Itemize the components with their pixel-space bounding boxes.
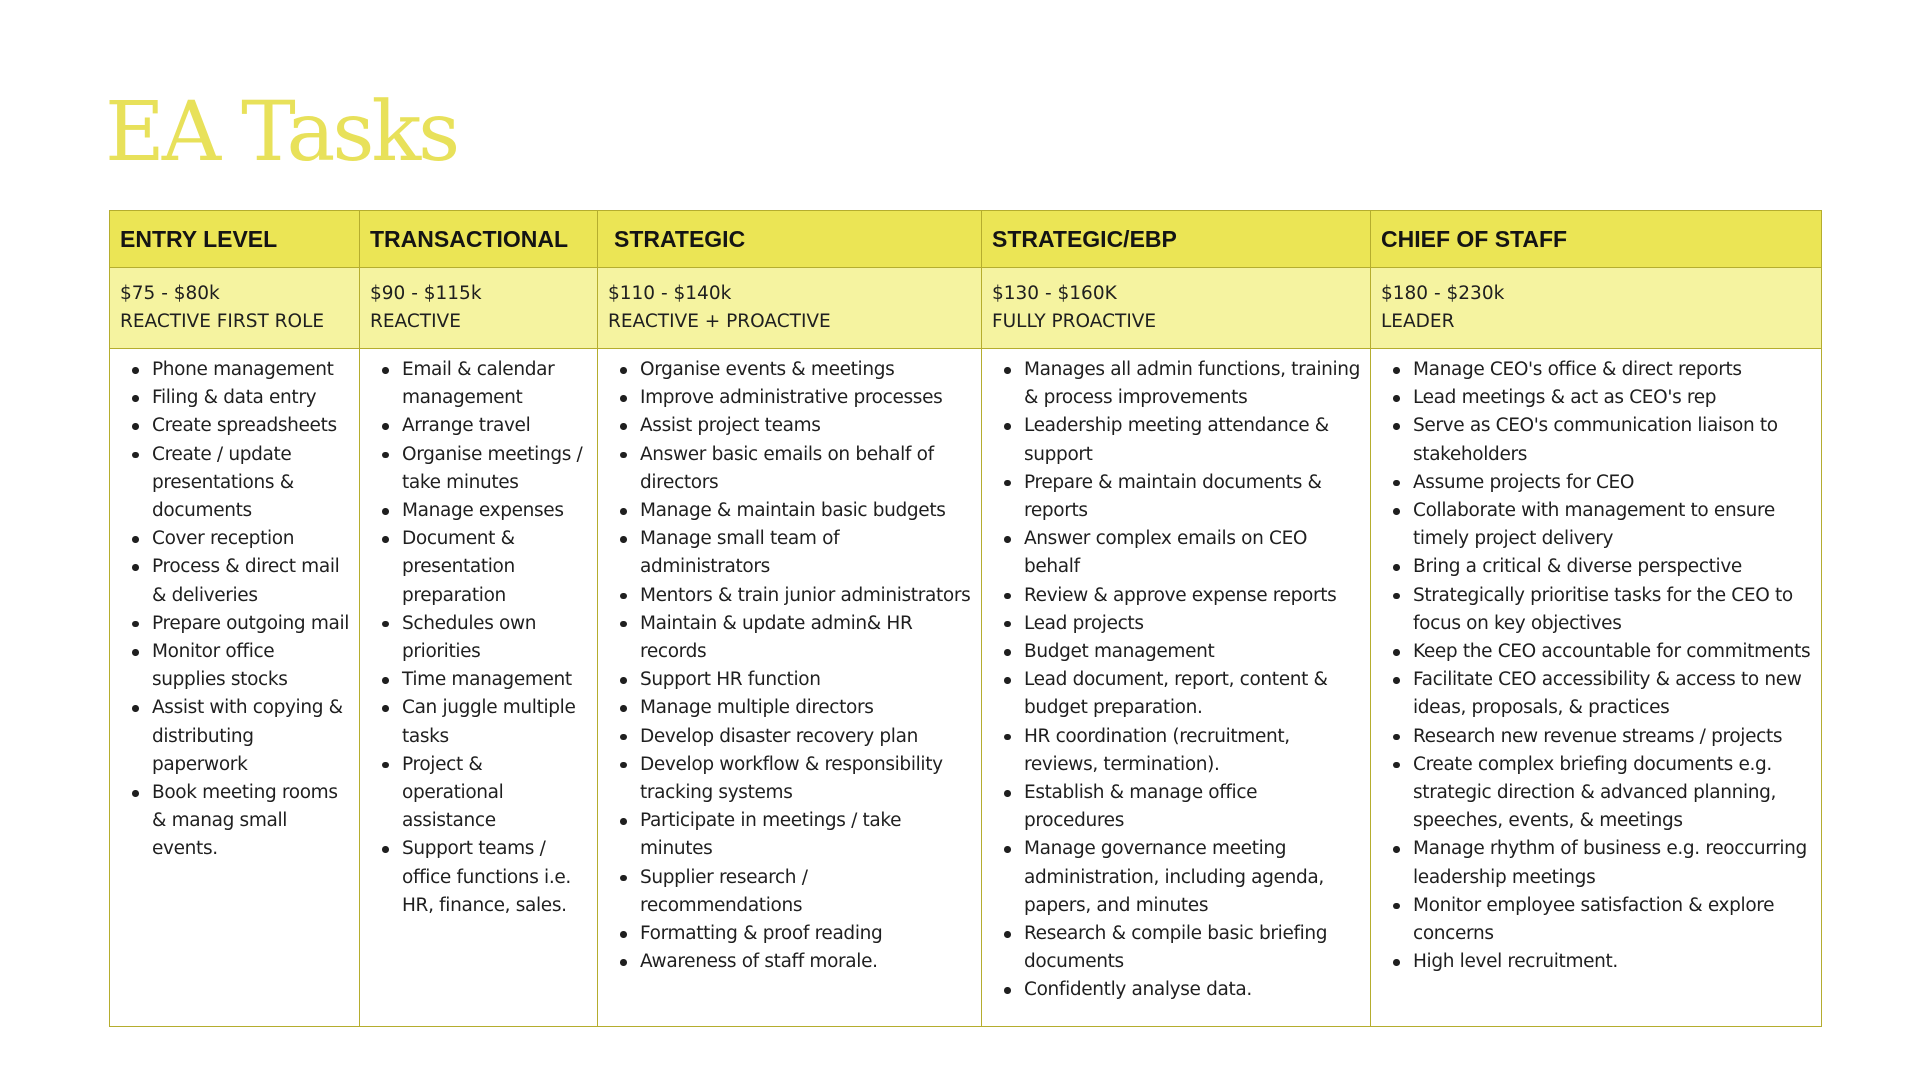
task-item: Strategically prioritise tasks for the CEO to focus on key objectives [1413,582,1813,638]
task-item: Establish & manage office procedures [1024,779,1362,835]
task-item: Review & approve expense reports [1024,582,1362,610]
task-item: Email & calendar management [402,356,589,412]
task-item: Answer basic emails on behalf of directors [640,441,973,497]
salary-cell-chief-of-staff [1371,268,1822,349]
task-item: Book meeting rooms & manag small events. [152,779,351,864]
ea-tasks-table [109,210,1822,1027]
tasks-cell-strategic [598,349,982,1027]
task-item: Support teams / office functions i.e. HR, finance, sales. [402,835,589,920]
work-style: LEADER [1381,311,1455,332]
task-item: Improve administrative processes [640,384,973,412]
task-item: Manage governance meeting administration, including agenda, papers, and minutes [1024,835,1362,920]
task-item: Research & compile basic briefing documents [1024,920,1362,976]
task-item: Lead meetings & act as CEO's rep [1413,384,1813,412]
tasks-cell-entry-level [110,349,360,1027]
task-item: Lead document, report, content & budget preparation. [1024,666,1362,722]
work-style: FULLY PROACTIVE [992,311,1157,332]
salary-cell-strategic [598,268,982,349]
task-item: Collaborate with management to ensure timely project delivery [1413,497,1813,553]
salary-range: $75 - $80k [120,283,220,304]
task-item: Support HR function [640,666,973,694]
work-style: REACTIVE [370,311,461,332]
tasks-cell-chief-of-staff [1371,349,1822,1027]
task-item: Assume projects for CEO [1413,469,1813,497]
task-item: Filing & data entry [152,384,351,412]
task-item: Monitor office supplies stocks [152,638,351,694]
task-item: Formatting & proof reading [640,920,973,948]
task-item: Develop workflow & responsibility tracking systems [640,751,973,807]
salary-range: $110 - $140k [608,283,732,304]
task-item: Keep the CEO accountable for commitments [1413,638,1813,666]
task-item: Manage small team of administrators [640,525,973,581]
work-style: REACTIVE FIRST ROLE [120,311,325,332]
task-item: Arrange travel [402,412,589,440]
task-item: Prepare outgoing mail [152,610,351,638]
work-style: REACTIVE + PROACTIVE [608,311,831,332]
task-item: Organise meetings / take minutes [402,441,589,497]
task-item: Create spreadsheets [152,412,351,440]
task-item: Manage & maintain basic budgets [640,497,973,525]
task-item: Assist with copying & distributing paperwork [152,694,351,779]
task-item: Leadership meeting attendance & support [1024,412,1362,468]
salary-cell-transactional [360,268,598,349]
task-item: Research new revenue streams / projects [1413,723,1813,751]
task-item: Participate in meetings / take minutes [640,807,973,863]
task-item: Cover reception [152,525,351,553]
task-list [990,356,1362,1005]
task-item: Organise events & meetings [640,356,973,384]
salary-row [110,268,1822,349]
page-title: EA Tasks [105,85,458,180]
salary-range: $180 - $230k [1381,283,1505,304]
task-item: Schedules own priorities [402,610,589,666]
tasks-row [110,349,1822,1027]
task-item: Manage rhythm of business e.g. reoccurring leadership meetings [1413,835,1813,891]
salary-range: $90 - $115k [370,283,482,304]
task-item: Budget management [1024,638,1362,666]
task-item: HR coordination (recruitment, reviews, termination). [1024,723,1362,779]
task-item: Create complex briefing documents e.g. strategic direction & advanced planning, speeches, events, & meetings [1413,751,1813,836]
task-item: Manage multiple directors [640,694,973,722]
tasks-cell-strategic-ebp [982,349,1371,1027]
task-item: Confidently analyse data. [1024,976,1362,1004]
column-heading-strategic-ebp: STRATEGIC/EBP [982,211,1371,268]
task-item: Supplier research / recommendations [640,864,973,920]
salary-cell-strategic-ebp [982,268,1371,349]
task-item: Process & direct mail & deliveries [152,553,351,609]
task-item: Can juggle multiple tasks [402,694,589,750]
task-item: Awareness of staff morale. [640,948,973,976]
task-item: Phone management [152,356,351,384]
task-item: Maintain & update admin& HR records [640,610,973,666]
task-list [606,356,973,976]
task-item: Manages all admin functions, training & process improvements [1024,356,1362,412]
task-item: Document & presentation preparation [402,525,589,610]
column-heading-transactional: TRANSACTIONAL [360,211,598,268]
header-row [110,211,1822,268]
salary-cell-entry-level [110,268,360,349]
task-item: Manage expenses [402,497,589,525]
task-item: High level recruitment. [1413,948,1813,976]
task-item: Develop disaster recovery plan [640,723,973,751]
task-item: Monitor employee satisfaction & explore concerns [1413,892,1813,948]
task-item: Lead projects [1024,610,1362,638]
column-heading-entry-level: ENTRY LEVEL [110,211,360,268]
task-item: Facilitate CEO accessibility & access to new ideas, proposals, & practices [1413,666,1813,722]
task-item: Assist project teams [640,412,973,440]
task-item: Answer complex emails on CEO behalf [1024,525,1362,581]
task-list [1379,356,1813,976]
salary-range: $130 - $160K [992,283,1117,304]
task-item: Mentors & train junior administrators [640,582,973,610]
tasks-cell-transactional [360,349,598,1027]
task-item: Project & operational assistance [402,751,589,836]
task-item: Time management [402,666,589,694]
task-item: Bring a critical & diverse perspective [1413,553,1813,581]
task-item: Create / update presentations & documents [152,441,351,526]
column-heading-strategic: STRATEGIC [598,211,982,268]
task-item: Manage CEO's office & direct reports [1413,356,1813,384]
task-list [368,356,589,920]
task-item: Prepare & maintain documents & reports [1024,469,1362,525]
task-item: Serve as CEO's communication liaison to stakeholders [1413,412,1813,468]
task-list [118,356,351,864]
column-heading-chief-of-staff: CHIEF OF STAFF [1371,211,1822,268]
